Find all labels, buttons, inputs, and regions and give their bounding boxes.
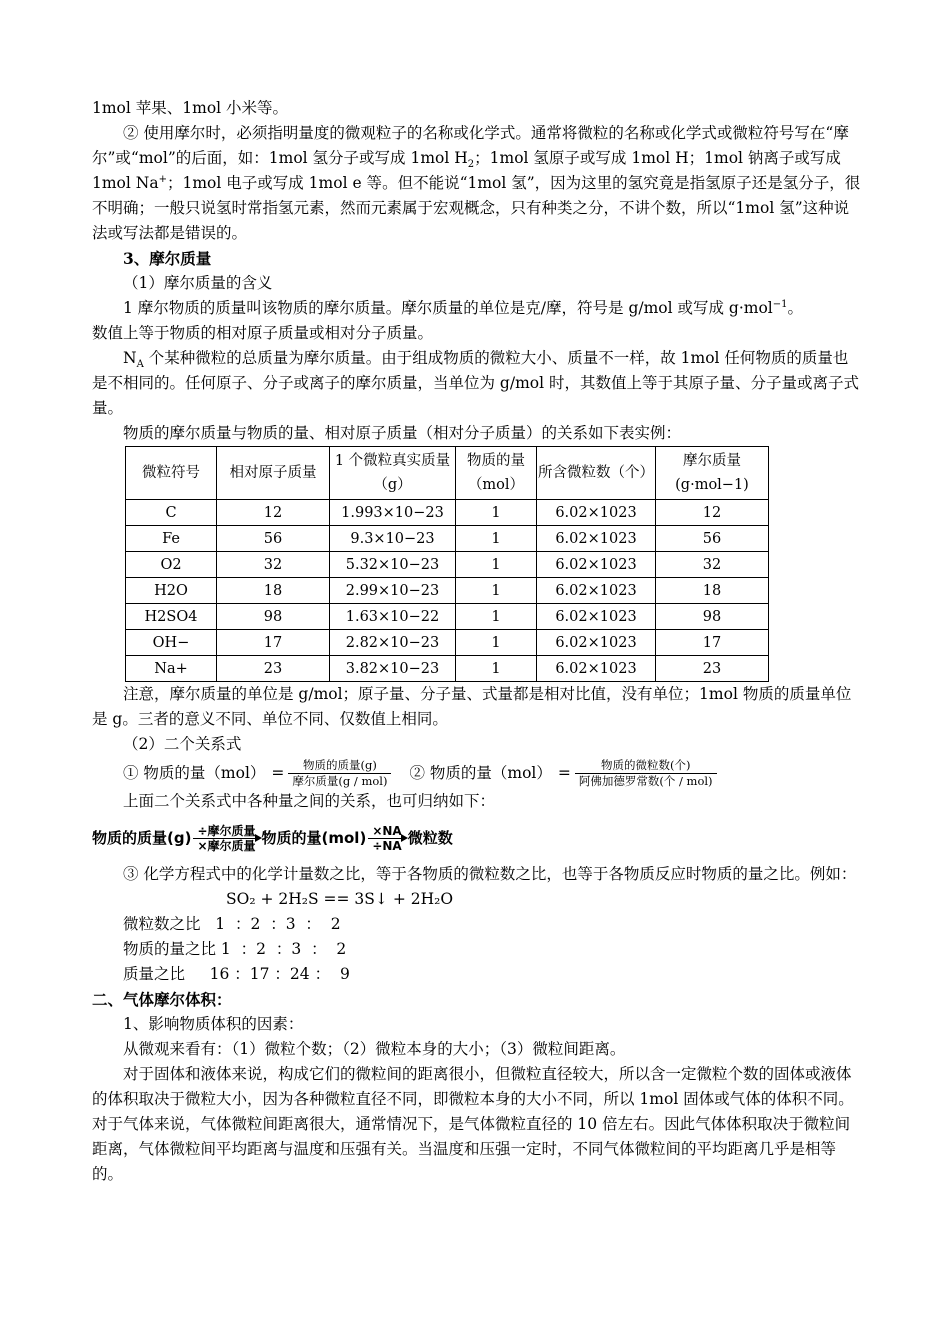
table-cell: 1.993×10−23 [330, 500, 456, 526]
table-cell: 18 [656, 578, 769, 604]
table-cell: Fe [126, 526, 217, 552]
table-row [126, 552, 769, 578]
table-header: 物质的量（mol） [456, 447, 537, 500]
table-cell: 6.02×1023 [537, 500, 656, 526]
paragraph: 注意，摩尔质量的单位是 g/mol；原子量、分子量、式量都是相对比值，没有单位；1mol 物质的质量单位是 g。三者的意义不同、单位不同、仅数值上相同。 [92, 685, 852, 728]
formula-2-fraction: $\frac{\text{物质的微粒数(个)}}{\text{阿佛加德罗常数(个 / mol)}}$ [575, 758, 717, 789]
formula-1-label: ① 物质的量（mol） [123, 763, 266, 782]
table-header: 1 个微粒真实质量（g） [330, 447, 456, 500]
table-cell: 98 [217, 604, 330, 630]
paragraph: ② 使用摩尔时，必须指明量度的微观粒子的名称或化学式。通常将微粒的名称或化学式或微粒符号写在“摩尔”或“mol”的后面，如：1mol 氢分子或写成 1mol $H_2$；1mol 氢原子或写成 1mol H；1mol 钠离子或写成 1mol Na+；1mol 电子或写成 1mol e 等。但不能说“1mol 氢”，因为这里的氢究竟是指氢原子还是氢分子，很不明确；一般只说氢时常指氢元素，然而元素属于宏观概念，只有种类之分，不讲个数，所以“1mol 氢”这种说法或写法都是错误的。 [92, 124, 861, 242]
table-cell: 32 [656, 552, 769, 578]
relation-mass: 物质的质量(g) [92, 828, 192, 847]
paragraph: 数值上等于物质的相对原子质量或相对分子质量。 [92, 324, 434, 342]
relation-diagram [92, 814, 862, 862]
table-cell: 1 [456, 656, 537, 682]
table-row [126, 526, 769, 552]
table-header: 相对原子质量 [217, 447, 330, 500]
table-cell: H2O [126, 578, 217, 604]
table-cell: 1.63×10−22 [330, 604, 456, 630]
table-cell: 12 [656, 500, 769, 526]
table-cell: 17 [217, 630, 330, 656]
table-cell: 56 [656, 526, 769, 552]
table-row [126, 500, 769, 526]
subsection-heading: 1、影响物质体积的因素： [123, 1015, 304, 1033]
table-cell: 6.02×1023 [537, 656, 656, 682]
ratio-line: 物质的量之比 1 ：2 ：3 ： 2 [123, 940, 347, 958]
table-cell: 2.99×10−23 [330, 578, 456, 604]
table-row [126, 578, 769, 604]
ratio-line: 质量之比 16 ：17 ：24 ： 9 [123, 965, 350, 983]
table-cell: O2 [126, 552, 217, 578]
table-cell: OH− [126, 630, 217, 656]
paragraph: 物质的摩尔质量与物质的量、相对原子质量（相对分子质量）的关系如下表实例： [123, 424, 682, 442]
table-header: 摩尔质量(g·mol−1) [656, 447, 769, 500]
table-cell: 1 [456, 604, 537, 630]
molar-mass-table [125, 446, 769, 682]
table-row [126, 630, 769, 656]
table-row [126, 656, 769, 682]
table-cell: C [126, 500, 217, 526]
relation-amount: 物质的量(mol) [261, 828, 367, 847]
paragraph: $N_A$ 个某种微粒的总质量为摩尔质量。由于组成物质的微粒大小、质量不一样，故 1mol 任何物质的质量也是不相同的。任何原子、分子或离子的摩尔质量，当单位为 g/mol 时，其数值上等于其原子量、分子量或离子式量。 [92, 349, 859, 417]
ratio-line: 微粒数之比 1 ：2 ：3 ： 2 [123, 915, 341, 933]
table-cell: Na+ [126, 656, 217, 682]
table-header: 微粒符号 [126, 447, 217, 500]
table-cell: 5.32×10−23 [330, 552, 456, 578]
table-cell: 23 [217, 656, 330, 682]
formula-2-label: ② 物质的量（mol） [409, 763, 552, 782]
table-cell: 6.02×1023 [537, 604, 656, 630]
table-cell: 1 [456, 526, 537, 552]
table-cell: 12 [217, 500, 330, 526]
document-page [92, 96, 862, 1187]
table-cell: 1 [456, 500, 537, 526]
paragraph: 1mol 苹果、1mol 小米等。 [92, 99, 289, 117]
table-cell: 3.82×10−23 [330, 656, 456, 682]
table-header: 所含微粒数（个） [537, 447, 656, 500]
table-cell: 1 [456, 630, 537, 656]
table-cell: 2.82×10−23 [330, 630, 456, 656]
table-cell: 9.3×10−23 [330, 526, 456, 552]
chemical-equation: SO₂ + 2H₂S == 3S↓ + 2H₂O [226, 890, 454, 908]
relation-particles: 微粒数 [407, 828, 453, 847]
section-heading: 3、摩尔质量 [123, 249, 212, 268]
paragraph: 从微观来看有：（1）微粒个数；（2）微粒本身的大小；（3）微粒间距离。 [123, 1040, 626, 1058]
paragraph: ③ 化学方程式中的化学计量数之比，等于各物质的微粒数之比，也等于各物质反应时物质的量之比。例如： [123, 865, 857, 883]
table-cell: 6.02×1023 [537, 578, 656, 604]
subsection-heading: （1）摩尔质量的含义 [123, 274, 273, 292]
table-cell: 6.02×1023 [537, 630, 656, 656]
formulas: ① 物质的量（mol） = $\frac{\text{物质的质量(g)}}{\text{摩尔质量(g / mol)}}$ ② 物质的量（mol） = $\frac{\text{物质的微粒数(个)}}{\text{阿佛加德罗常数(个 / mol)}}$ [92, 757, 862, 789]
formula-1-fraction: $\frac{\text{物质的质量(g)}}{\text{摩尔质量(g / mol)}}$ [288, 758, 391, 789]
table-cell: 56 [217, 526, 330, 552]
relation-arrow-2: ×NA ÷NA [368, 824, 405, 853]
relation-arrow-1: ÷摩尔质量 ×摩尔质量 [193, 824, 259, 853]
table-cell: H2SO4 [126, 604, 217, 630]
table-cell: 98 [656, 604, 769, 630]
table-header-row [126, 447, 769, 500]
table-cell: 1 [456, 578, 537, 604]
table-cell: 32 [217, 552, 330, 578]
section-heading: 二、气体摩尔体积： [92, 990, 232, 1009]
table-cell: 1 [456, 552, 537, 578]
table-row [126, 604, 769, 630]
table-cell: 6.02×1023 [537, 526, 656, 552]
paragraph: 上面二个关系式中各种量之间的关系，也可归纳如下： [123, 792, 496, 810]
paragraph: 对于固体和液体来说，构成它们的微粒间的距离很小，但微粒直径较大，所以含一定微粒个数的固体或液体的体积取决于微粒大小，因为各种微粒直径不同，即微粒本身的大小不同，所以 1mol 固体或气体的体积不同。对于气体来说，气体微粒间距离很大，通常情况下，是气体微粒直径的 10 倍左右。因此气体体积取决于微粒间距离，气体微粒间平均距离与温度和压强有关。当温度和压强一定时，不同气体微粒间的平均距离几乎是相等的。 [92, 1065, 854, 1183]
table-cell: 23 [656, 656, 769, 682]
table-cell: 18 [217, 578, 330, 604]
paragraph: 1 摩尔物质的质量叫该物质的摩尔质量。摩尔质量的单位是克/摩，符号是 g/mol 或写成 g·mol$^{-1}$。 [123, 298, 804, 317]
subsection-heading: （2）二个关系式 [123, 735, 242, 753]
table-cell: 6.02×1023 [537, 552, 656, 578]
table-cell: 17 [656, 630, 769, 656]
